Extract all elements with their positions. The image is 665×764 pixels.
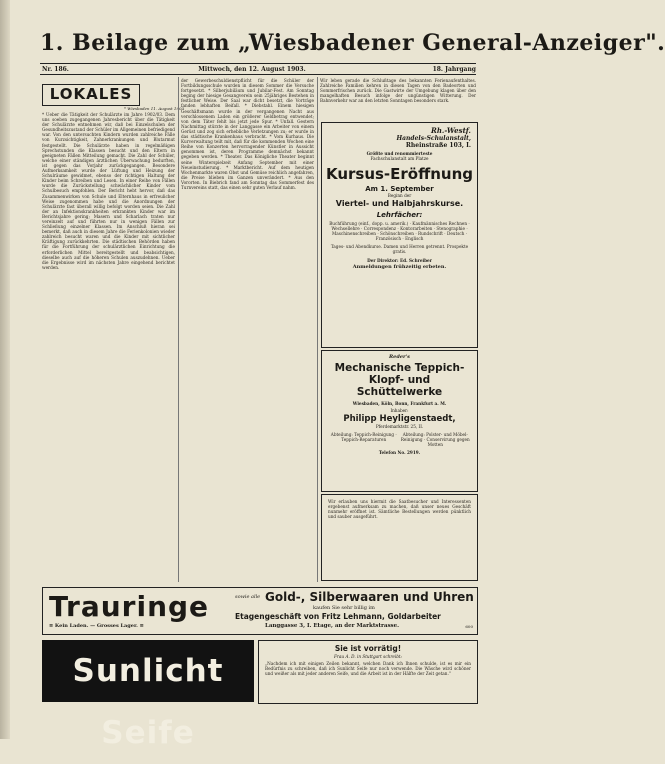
- ad-teppich-title: Mechanische Teppich-Klopf- und Schüttelwerke: [334, 362, 465, 398]
- ad-vorraetig-headline: Sie ist vorrätig!: [334, 644, 402, 653]
- ad-teppich-phone: Telefon No. 2919.: [378, 450, 421, 456]
- ad-trauringe-address-line: Etagengeschäft von Fritz Lehmann, Goldarbeiter: [235, 612, 441, 621]
- ad-kursus-firm-5: Fachschulanstalt am Platze: [370, 156, 429, 161]
- masthead-rule-bottom: [40, 74, 476, 75]
- ad-kursus-firm-1: Rh.-Westf.: [431, 126, 471, 135]
- section-heading-lokales: LOKALES: [42, 84, 140, 106]
- ad-teppich-address: Pferdemarktstr. 25, II.: [375, 424, 424, 429]
- ad-vorraetig: [258, 640, 478, 704]
- column-divider-2: [317, 77, 318, 582]
- ad-sunlicht-seife: Sunlicht Seife: [42, 640, 254, 702]
- ad-trauringe-shop: kaufen Sie sehr billig im: [313, 605, 375, 611]
- ad-trauringe: [42, 587, 478, 635]
- issue-number: Nr. 186.: [42, 66, 69, 73]
- right-column-text: Wir leben gerade die Schlußtage des bekannten Ferienaufenthaltes. Zahlreiche Familien kehren in diesen Tagen von den Badeorten und Sommerfrischen zurück. Die Gastwirte der Umgebung klagen über den mangelhaften Besuch infolge der ungünstigen Witterung. Der Bahnverkehr war an den letzten Sonntagen besonders stark.: [320, 78, 476, 104]
- ad-kursus-eroeffnung: [321, 122, 478, 348]
- ad-teppich-owner: Philipp Heyligenstaedt,: [343, 414, 456, 424]
- ad-kursus-date: Am 1. September: [365, 185, 434, 193]
- ad-kursus-note: Tages- und Abendkurse. Damen und Herren getrennt. Prospekte gratis.: [330, 244, 469, 255]
- ad-teppich-col2: Abteilung: Polster- und Möbel-Reinigung · Conservirung gegen Motten: [400, 432, 470, 448]
- ad-trauringe-street: Langgasse 3, I. Etage, an der Marktstrasse.: [265, 623, 400, 629]
- ad-teppich-columns: [322, 429, 477, 447]
- ad-kursus-sub: Beginn der: [387, 193, 412, 198]
- column-divider-1: [178, 77, 179, 582]
- issue-date: Mittwoch, den 12. August 1903.: [198, 66, 306, 73]
- ad-trauringe-code: 600: [465, 624, 473, 629]
- ad-kursus-firm-4: Größte und renommierteste: [366, 151, 433, 156]
- binding-edge: [0, 0, 10, 739]
- ad-notice-text: Wir erlauben uns hiermit die Saatbesucher und Interessenten ergebenst aufmerksam zu machen, daß unser neues Geschäft nunmehr eröffnet ist. Sämtliche Bestellungen werden pünktlich und sauber ausgeführt.: [328, 499, 471, 520]
- ad-kursus-subjects: Buchführung (einf., dopp. u. amerik.) · Kaufmännisches Rechnen · Wechsellehre · Correspondenz · Kontorarbeiten · Stenographie · Maschinenschreiben · Schönschreiben · Rundschrift · Deutsch · Französisch · Englisch: [329, 221, 470, 242]
- ad-trauringe-word: Trauringe: [49, 590, 210, 623]
- ad-kursus-faecher-label: Lehrfächer:: [376, 211, 423, 219]
- ad-kursus-firm-3: Rheinstraße 103, I.: [405, 142, 471, 149]
- ad-teppich-col1: Abteilung: Teppich-Reinigung · Teppich-Reparaturen: [330, 432, 397, 443]
- ad-teppich-sub: Inhaber:: [390, 408, 409, 413]
- ad-trauringe-word2: sowie alle: [235, 594, 261, 600]
- ad-teppich-cities: Wiesbaden, Köln, Bonn, Frankfurt a. M.: [352, 401, 447, 406]
- middle-column-text: der Gewerbeschuldienstpflicht für die Schüler der Fortbildungsschule wurden in diesem Sommer die Versuche fortgesetzt. * Silberjubiläum und Jubilar-Fest. Am Sonntag beging der hiesige Gesangverein sein 25jähriges Bestehen in festlicher Weise. Der Saal war dicht besetzt, die Vorträge fanden lebhaften Beifall. * Diebstahl. Einem hiesigen Geschäftsmann wurde in der vergangenen Nacht aus verschlossenem Laden ein größerer Geldbetrag entwendet; von dem Täter fehlt bis jetzt jede Spur. * Unfall. Gestern Nachmittag stürzte in der Langgasse ein Arbeiter von einem Gerüst und zog sich erhebliche Verletzungen zu; er wurde in das städtische Krankenhaus verbracht. * Vom Kurhaus. Die Kurverwaltung teilt mit, daß für die kommenden Wochen eine Reihe von Konzerten hervorragender Künstler in Aussicht genommen ist, deren Programme demnächst bekannt gegeben werden. * Theater. Das Königliche Theater beginnt seine Winterspielzeit Anfang September mit einer Neueinstudierung. * Marktbericht. Auf dem heutigen Wochenmarkte waren Obst und Gemüse reichlich angefahren, die Preise blieben im Ganzen unverändert. * Aus den Vororten. In Biebrich fand am Sonntag das Sommerfest des Turnvereins statt, das einen sehr guten Verlauf nahm.: [181, 78, 314, 190]
- ad-vorraetig-by: Frau A. D. in Stuttgart schreibt:: [334, 654, 402, 659]
- ad-kursus-firm-2: Handels-Schulanstalt,: [396, 135, 471, 142]
- ad-notice: [321, 494, 478, 581]
- ad-kursus-call: Anmeldungen frühzeitig erbeten.: [352, 263, 447, 270]
- masthead-rule-top: [40, 63, 476, 64]
- masthead-title: 1. Beilage zum „Wiesbadener General-Anzeiger".: [40, 30, 665, 56]
- ad-teppich-tag: Reder's: [389, 354, 410, 360]
- ad-trauringe-gold: Gold-, Silberwaaren und Uhren: [265, 590, 474, 604]
- ad-teppich-klopfwerke: [321, 350, 478, 492]
- ad-trauringe-sub: ≡ Kein Laden. — Grosses Lager. ≡: [49, 623, 144, 629]
- ad-kursus-headline: Kursus-Eröffnung: [325, 165, 474, 183]
- left-column-text: * Ueber die Tätigkeit der Schulärzte im Jahre 1902/03. Dem uns soeben zugegangenen Jahresbericht über die Tätigkeit der Schulärzte entnehmen wir, daß bei Einzelschulen der Gesundheitszustand der Schüler im Allgemeinen befriedigend war. Von den untersuchten Kindern wurden zahlreiche Fälle von Kurzsichtigkeit, Zahnerkrankungen und Blutarmut festgestellt. Die Schulärzte haben in regelmäßigen Sprechstunden die Klassen besucht und den Eltern in geeigneten Fällen Mitteilung gemacht. Die Zahl der Schüler, welche einer ständigen ärztlichen Überwachung bedurften, ist gegen das Vorjahr zurückgegangen. Besondere Aufmerksamkeit wurde der Lüftung und Heizung der Schulräume gewidmet, ebenso der richtigen Haltung der Kinder beim Schreiben und Lesen. In einer Reihe von Fällen wurde die Zurückstellung schwächlicher Kinder vom Schulbesuch empfohlen. Der Bericht hebt hervor, daß das Zusammenwirken von Schule und Elternhaus in erfreulicher Weise zugenommen habe und die Anordnungen der Schulärzte fast überall willig befolgt worden seien. Die Zahl der an Infektionskrankheiten erkrankten Kinder war im Berichtsjahre gering; Masern und Scharlach traten nur vereinzelt auf und führten nur in wenigen Fällen zur Schließung einzelner Klassen. Im Anschluß hieran sei bemerkt, daß auch in diesem Jahre die Ferienkolonien wieder zahlreich besucht waren und die Kinder mit sichtlicher Kräftigung zurückkehrten. Die städtischen Behörden haben für die Fortführung der schulärztlichen Einrichtung die erforderlichen Mittel bereitgestellt und beabsichtigen, dieselbe auch auf die höheren Schulen auszudehnen. Ueber die Ergebnisse wird im nächsten Jahre eingehend berichtet werden.: [42, 112, 175, 270]
- dateline: * Wiesbaden 11. August 1903: [124, 106, 185, 111]
- ad-kursus-signature: Der Direktor: Ed. Schreiber: [367, 257, 432, 263]
- volume-label: 18. Jahrgang: [432, 66, 476, 73]
- ad-kursus-kind: Viertel- und Halbjahrskurse.: [335, 199, 464, 208]
- ad-vorraetig-quote: „Nachdem ich mit einigen Zeilen bekannt, welchen Dank ich Ihnen schulde, ist es mir ein Bedürfnis zu schreiben, daß ich Sunlicht Seife nur noch verwende. Die Wäsche wird schöner und weißer als mit jeder anderen Seife, und die Arbeit ist in der Hälfte der Zeit getan.": [265, 661, 471, 677]
